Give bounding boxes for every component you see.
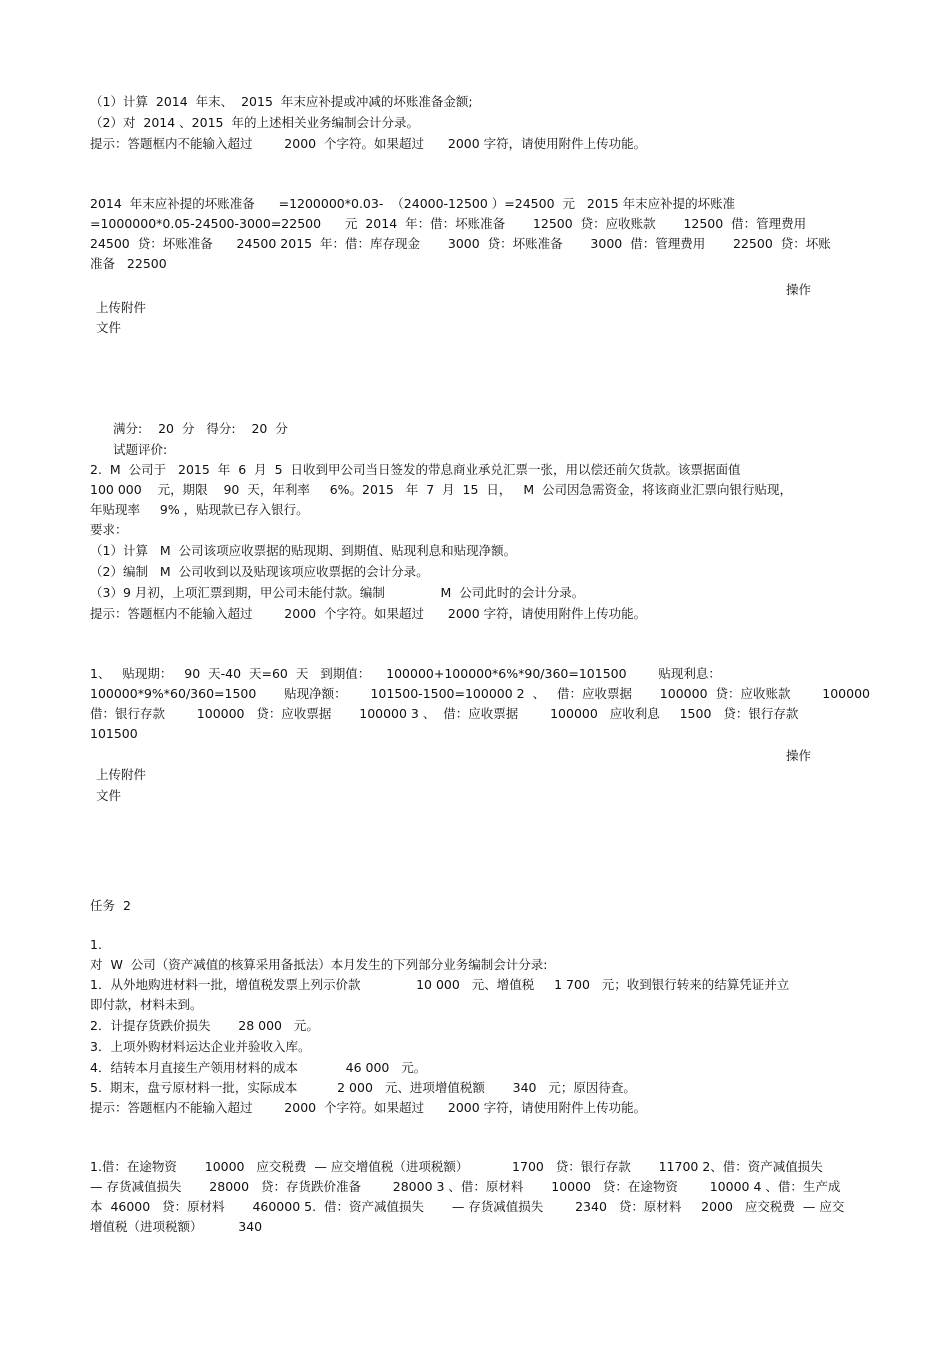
- q1-hint: 提示：答题框内不能输入超过 2000 个字符。如果超过 2000 字符，请使用附件上传功能。: [90, 136, 647, 151]
- q2-line: 100 000 元，期限 90 天，年利率 6%。2015 年 7 月 15 日， M 公司因急需资金，将该商业汇票向银行贴现，: [90, 482, 793, 497]
- q2-line: 年贴现率 9% ，贴现款已存入银行。: [90, 502, 309, 517]
- q1-answer-line: 24500 贷：坏账准备 24500 2015 年：借：库存现金 3000 贷：坏账准备 3000 借：管理费用 22500 贷：坏账: [90, 236, 831, 251]
- q1-answer-line: =1000000*0.05-24500-3000=22500 元 2014 年：借：坏账准备 12500 贷：应收账款 12500 借：管理费用: [90, 216, 807, 231]
- q1-answer-line: 准备 22500: [90, 256, 167, 271]
- task2-line: 3．上项外购材料运达企业并验收入库。: [90, 1039, 311, 1054]
- q2-line: 要求：: [90, 522, 128, 537]
- task2-line: 2．计提存货跌价损失 28 000 元。: [90, 1018, 319, 1033]
- q1-review-label: 试题评价:: [113, 442, 168, 457]
- q2-line: 2. M 公司于 2015 年 6 月 5 日收到甲公司当日签发的带息商业承兑汇票一张，用以偿还前欠货款。该票据面值: [90, 462, 741, 477]
- q2-line: （1）计算 M 公司该项应收票据的贴现期、到期值、贴现利息和贴现净额。: [90, 543, 517, 558]
- task2-line: 对 W 公司（资产减值的核算采用备抵法）本月发生的下列部分业务编制会计分录:: [90, 957, 548, 972]
- q2-line: （3）9 月初，上项汇票到期，甲公司未能付款。编制 M 公司此时的会计分录。: [90, 585, 585, 600]
- q2-answer-line: 借：银行存款 100000 贷：应收票据 100000 3 、 借：应收票据 100000 应收利息 1500 贷：银行存款: [90, 706, 799, 721]
- q1-upload-attachment-link[interactable]: 上传附件: [96, 300, 147, 315]
- q2-answer-line: 100000*9%*60/360=1500 贴现净额： 101500-1500=100000 2 、 借：应收票据 100000 贷：应收账款 100000: [90, 686, 870, 701]
- q1-answer-line: 2014 年末应补提的坏账准备 =1200000*0.03- （24000-12500 ）=24500 元 2015 年末应补提的坏账准: [90, 196, 736, 211]
- q1-requirement-1: （1）计算 2014 年末、 2015 年末应补提或冲减的坏账准备金额;: [90, 94, 473, 109]
- q1-file-label: 文件: [96, 320, 122, 335]
- task2-answer-line: 1.借：在途物资 10000 应交税费 — 应交增值税（进项税额） 1700 贷：银行存款 11700 2、借：资产减值损失: [90, 1159, 823, 1174]
- task2-answer-line: 本 46000 贷：原材料 460000 5. 借：资产减值损失 — 存货减值损失 2340 贷：原材料 2000 应交税费 — 应交: [90, 1199, 845, 1214]
- task2-question-number: 1.: [90, 937, 102, 952]
- q2-upload-attachment-link[interactable]: 上传附件: [96, 767, 147, 782]
- task2-title: 任务 2: [90, 898, 131, 913]
- task2-line: 5. 期末，盘亏原材料一批，实际成本 2 000 元、进项增值税额 340 元；原因待查。: [90, 1080, 636, 1095]
- q1-answer-box[interactable]: [90, 194, 850, 274]
- task2-line: 4．结转本月直接生产领用材料的成本 46 000 元。: [90, 1060, 427, 1075]
- q2-file-label: 文件: [96, 788, 122, 803]
- task2-line: 即付款，材料未到。: [90, 997, 203, 1012]
- task2-line: 1．从外地购进材料一批，增值税发票上列示价款 10 000 元、增值税 1 700 元；收到银行转来的结算凭证并立: [90, 977, 790, 992]
- q1-score: 满分: 20 分 得分: 20 分: [113, 421, 288, 436]
- q2-operation-label: 操作: [786, 748, 812, 763]
- q2-hint: 提示：答题框内不能输入超过 2000 个字符。如果超过 2000 字符，请使用附件上传功能。: [90, 606, 647, 621]
- q2-answer-line: 1、 贴现期： 90 天-40 天=60 天 到期值： 100000+100000*6%*90/360=101500 贴现利息：: [90, 666, 721, 681]
- task2-answer-line: 增值税（进项税额） 340: [90, 1219, 263, 1234]
- q2-answer-box[interactable]: [90, 664, 870, 744]
- q2-answer-line: 101500: [90, 726, 138, 741]
- q1-requirement-2: （2）对 2014 、2015 年的上述相关业务编制会计分录。: [90, 115, 419, 130]
- task2-answer-box[interactable]: [90, 1157, 850, 1237]
- task2-answer-line: — 存货减值损失 28000 贷：存货跌价准备 28000 3 、借：原材料 10000 贷：在途物资 10000 4 、借：生产成: [90, 1179, 841, 1194]
- q1-operation-label: 操作: [786, 282, 812, 297]
- q2-line: （2）编制 M 公司收到以及贴现该项应收票据的会计分录。: [90, 564, 429, 579]
- task2-hint: 提示：答题框内不能输入超过 2000 个字符。如果超过 2000 字符，请使用附件上传功能。: [90, 1100, 647, 1115]
